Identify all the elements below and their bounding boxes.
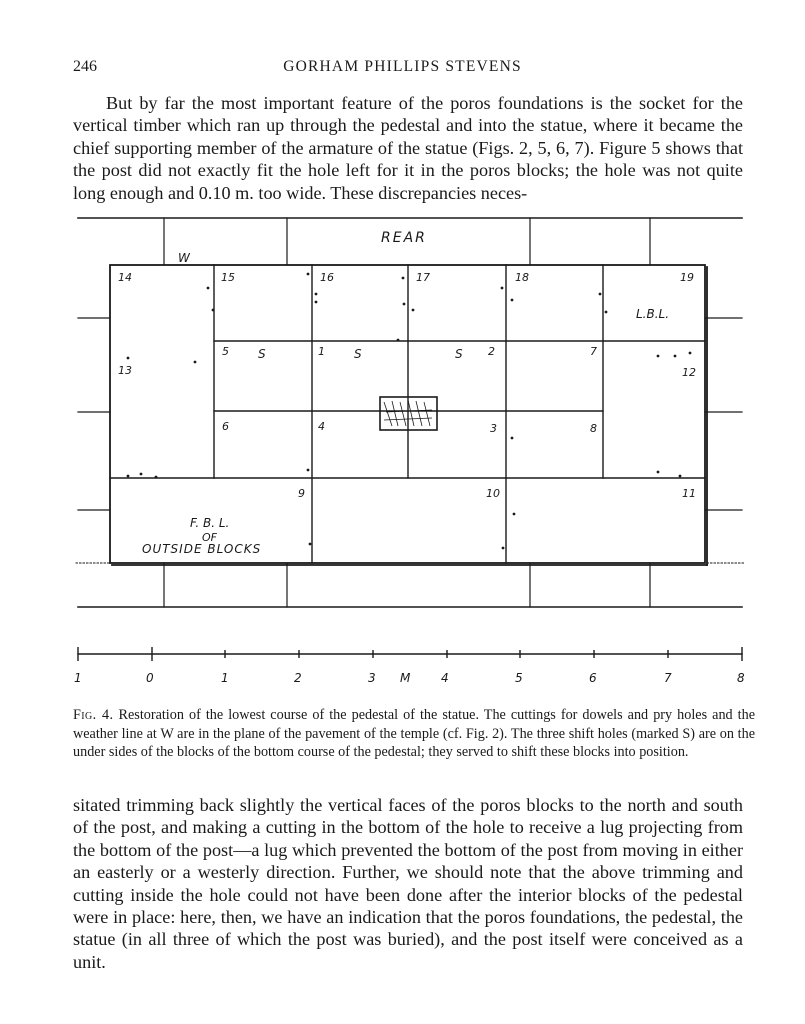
scale-tick-label: 7 [664, 671, 672, 685]
block-number: 8 [590, 422, 597, 435]
label-lbl: L.B.L. [636, 307, 670, 321]
scale-tick-label: 8 [737, 671, 745, 685]
pedestal-plan-figure [0, 205, 805, 695]
figure-label: Fig. 4. [73, 707, 114, 723]
label-outside-blocks: OUTSIDE BLOCKS [142, 542, 262, 556]
label-rear: REAR [381, 230, 427, 246]
body-paragraph-1: But by far the most important feature of the poros foundations is the socket for the vertical timber which ran up through the pedestal and into the statue, where it became the chief supporting member of the armature of the statue (Figs. 2, 5, 6, 7). Figure 5 shows that the post did not exactly fit the hole left for it in the poros blocks; the hole was not quite long enough and 0.10 m. too wide. These discrepancies neces- [73, 93, 743, 203]
block-number: 12 [682, 366, 696, 379]
scale-tick-label: 3 [368, 671, 376, 685]
block-number: 15 [221, 271, 235, 284]
scale-tick-label: 6 [589, 671, 597, 685]
scale-tick-label: 5 [515, 671, 523, 685]
page-number: 246 [73, 58, 97, 75]
scale-tick-label: 1 [74, 671, 82, 685]
block-number: 6 [222, 420, 229, 433]
block-number: 5 [222, 345, 229, 358]
label-of: OF [202, 531, 217, 544]
block-number: 17 [416, 271, 430, 284]
scale-tick-label: 1 [221, 671, 229, 685]
scale-tick-label: 2 [294, 671, 302, 685]
block-number: 2 [488, 345, 495, 358]
block-number: 7 [590, 345, 597, 358]
body-paragraph-2: sitated trimming back slightly the vertical faces of the poros blocks to the north and south of the post, and making a cutting in the bottom of the hole to receive a lug projecting from the bottom of the post—a lug which prevented the bottom of the post from moving in either an easterly or a westerly direction. Further, we should note that the above trimming and cutting inside the hole could not have been done after the interior blocks of the pedestal were in place: here, then, we have an indication that the poros foundations, the pedestal, the statue (in all three of which the post was buried), and the post itself were conceived as a unit. [73, 795, 743, 972]
shift-hole-mark: S [258, 347, 266, 361]
block-number: 1 [318, 345, 325, 358]
block-number: 16 [320, 271, 334, 284]
block-number: 14 [118, 271, 132, 284]
block-number: 19 [680, 271, 694, 284]
block-number: 9 [298, 487, 305, 500]
shift-hole-mark: S [354, 347, 362, 361]
label-weather-line: W [178, 251, 190, 265]
block-number: 13 [118, 364, 132, 377]
scale-tick-label: 4 [441, 671, 449, 685]
block-number: 11 [682, 487, 696, 500]
scale-tick-label: 0 [146, 671, 154, 685]
caption-text: Restoration of the lowest course of the pedestal of the statue. The cuttings for dowels and pry holes and the weather line at W are in the plane of the pavement of the temple (cf. Fig. 2). The three shift holes (marked S) are on the under sides of the blocks of the bottom course of the pedestal; they served to shift these blocks into position. [73, 707, 755, 760]
scale-tick-label: M [400, 671, 411, 685]
shift-hole-mark: S [455, 347, 463, 361]
running-head: GORHAM PHILLIPS STEVENS [283, 58, 522, 75]
block-number: 4 [318, 420, 325, 433]
block-number: 10 [486, 487, 500, 500]
figure-caption [73, 706, 755, 762]
block-number: 3 [490, 422, 497, 435]
label-fbl: F. B. L. [190, 516, 230, 530]
block-number: 18 [515, 271, 529, 284]
